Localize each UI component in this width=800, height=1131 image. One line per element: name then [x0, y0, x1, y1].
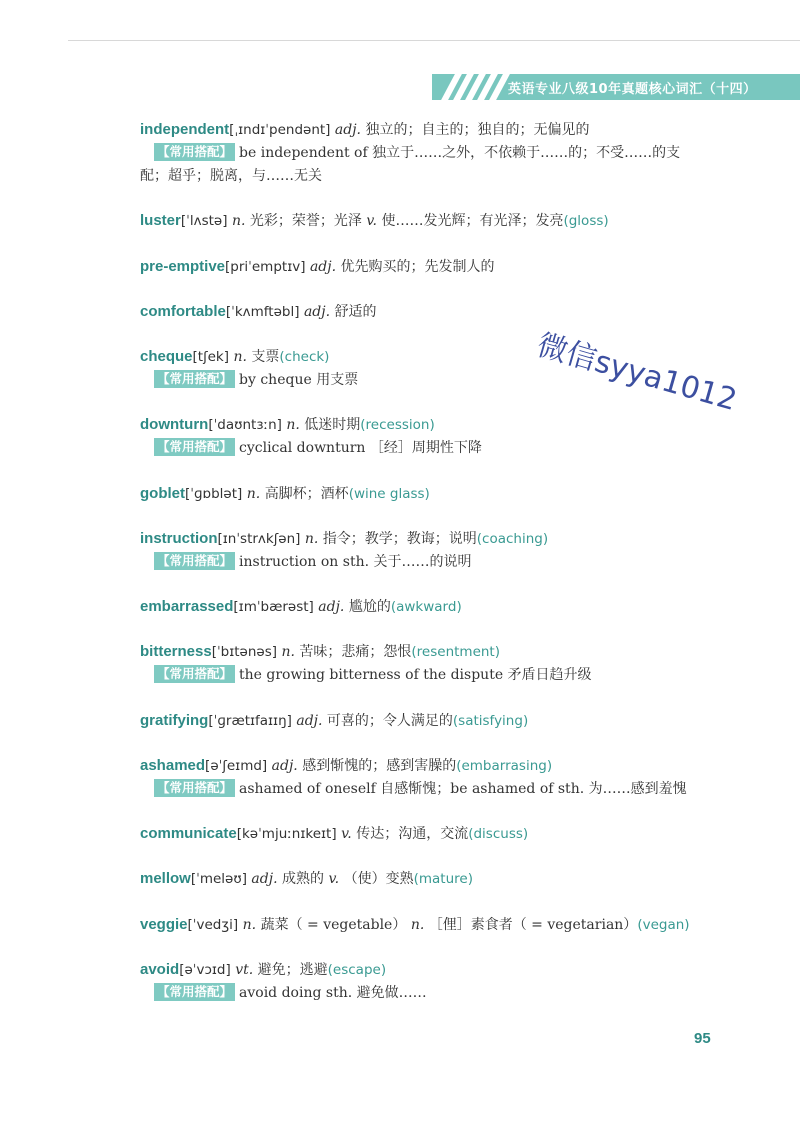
synonym: (discuss) — [468, 826, 529, 842]
part-of-speech: adj. — [318, 599, 345, 615]
entry-main-line — [140, 871, 473, 887]
definition: 传达；沟通，交流 — [356, 826, 469, 842]
vocab-entry — [140, 118, 740, 188]
definition-2: （使）变熟 — [343, 871, 414, 887]
vocab-entry — [140, 709, 740, 733]
entry-main-line — [140, 917, 690, 933]
entry-main-line — [140, 644, 500, 660]
collocation-text: ashamed of oneself 自感惭愧；be ashamed of sth. 为……感到羞愧 — [239, 781, 687, 797]
entry-main-line — [140, 259, 495, 275]
part-of-speech: n. — [286, 417, 300, 433]
entry-main-line — [140, 962, 386, 978]
part-of-speech: adj. — [303, 304, 331, 320]
synonym: (mature) — [413, 871, 473, 887]
collocation-line — [140, 664, 740, 687]
page-number: 95 — [694, 1030, 711, 1047]
part-of-speech: adj. — [334, 122, 362, 138]
part-of-speech: adj. — [309, 259, 337, 275]
phonetic: [əˈvɔɪd] — [179, 962, 231, 978]
part-of-speech: adj. — [296, 713, 323, 729]
chapter-banner — [432, 74, 800, 100]
definition: 高脚杯；酒杯 — [264, 486, 349, 502]
chapter-title: 英语专业八级10年真题核心词汇（十四） — [508, 82, 757, 97]
entry-main-line — [140, 213, 609, 229]
entry-main-line — [140, 826, 528, 842]
headword: gratifying — [140, 712, 209, 729]
synonym: (check) — [279, 349, 330, 365]
collocation-text-cont: 配；超乎；脱离，与……无关 — [140, 168, 322, 184]
part-of-speech: n. — [246, 486, 261, 502]
headword: pre-emptive — [140, 258, 226, 275]
part-of-speech: adj. — [251, 871, 278, 887]
definition: 独立的；自主的；独自的；无偏见的 — [365, 122, 590, 138]
collocation-line — [140, 142, 740, 165]
synonym: (satisfying) — [452, 713, 529, 729]
definition-2: ［俚］素食者（ = vegetarian） — [428, 917, 638, 933]
headword: goblet — [140, 485, 185, 502]
vocab-entry — [140, 640, 740, 687]
collocation-text: cyclical downturn ［经］周期性下降 — [239, 440, 482, 456]
vocab-entry — [140, 595, 740, 619]
headword: bitterness — [140, 643, 212, 660]
phonetic: [ˌɪndɪˈpendənt] — [229, 122, 331, 138]
vocab-entry — [140, 482, 740, 506]
entry-main-line — [140, 713, 528, 729]
entry-main-line — [140, 599, 462, 615]
collocation-tag: 【常用搭配】 — [154, 438, 235, 456]
collocation-tag: 【常用搭配】 — [154, 552, 235, 570]
vocab-entry — [140, 822, 740, 846]
synonym: (recession) — [360, 417, 435, 433]
phonetic: [ˈkʌmftəbl] — [225, 304, 300, 320]
definition: 低迷时期 — [304, 417, 361, 433]
headword: cheque — [140, 348, 193, 365]
part-of-speech: n. — [304, 531, 319, 547]
phonetic: [ɪmˈbærəst] — [233, 599, 314, 615]
definition: 光彩；荣誉；光泽 — [249, 213, 362, 229]
phonetic: [kəˈmjuːnɪkeɪt] — [236, 826, 337, 842]
collocation-line — [140, 982, 740, 1005]
collocation-text: the growing bitterness of the dispute 矛盾日趋升级 — [239, 667, 592, 683]
definition: 支票 — [251, 349, 280, 365]
collocation-tag: 【常用搭配】 — [154, 665, 235, 683]
headword: mellow — [140, 870, 191, 887]
collocation-tag: 【常用搭配】 — [154, 983, 235, 1001]
definition: 尴尬的 — [348, 599, 391, 615]
collocation-text: by cheque 用支票 — [239, 372, 359, 388]
definition: 舒适的 — [334, 304, 377, 320]
vocab-entry — [140, 867, 740, 891]
headword: ashamed — [140, 757, 206, 774]
part-of-speech: n. — [233, 349, 247, 365]
entry-main-line — [140, 417, 435, 433]
entry-main-line — [140, 486, 430, 502]
collocation-line — [140, 437, 740, 460]
entry-main-line — [140, 349, 329, 365]
headword: downturn — [140, 416, 209, 433]
phonetic: [ˈdaʊntɜːn] — [208, 417, 282, 433]
collocation-line — [140, 551, 740, 574]
headword: comfortable — [140, 303, 226, 320]
phonetic: [ˈvedʒi] — [187, 917, 239, 933]
vocab-entry — [140, 209, 740, 233]
synonym: (embarrasing) — [456, 758, 553, 774]
headword: veggie — [140, 916, 188, 933]
part-of-speech: v. — [341, 826, 352, 842]
synonym: (wine glass) — [348, 486, 430, 502]
synonym: (resentment) — [411, 644, 500, 660]
collocation-line — [140, 778, 740, 801]
part-of-speech: n. — [242, 917, 257, 933]
collocation-tag: 【常用搭配】 — [154, 370, 235, 388]
definition: 避免；逃避 — [257, 962, 328, 978]
phonetic: [ˈmeləʊ] — [190, 871, 247, 887]
part-of-speech-2: n. — [410, 917, 425, 933]
vocab-entry — [140, 527, 740, 574]
headword: communicate — [140, 825, 237, 842]
collocation-text: avoid doing sth. 避免做…… — [239, 985, 427, 1001]
part-of-speech-2: v. — [328, 871, 340, 887]
collocation-continuation — [140, 165, 740, 188]
phonetic: [tʃek] — [192, 349, 230, 365]
part-of-speech: n. — [231, 213, 246, 229]
vocab-entry — [140, 255, 740, 279]
entry-main-line — [140, 122, 589, 138]
synonym: (vegan) — [637, 917, 690, 933]
definition: 蔬菜（ = vegetable） — [260, 917, 407, 933]
top-rule — [68, 40, 800, 41]
phonetic: [ˈɡɒblət] — [185, 486, 243, 502]
vocab-entry — [140, 913, 740, 937]
headword: instruction — [140, 530, 218, 547]
definition: 优先购买的；先发制人的 — [340, 259, 495, 275]
headword: luster — [140, 212, 181, 229]
vocab-entry — [140, 300, 740, 324]
synonym: (gloss) — [563, 213, 609, 229]
headword: embarrassed — [140, 598, 234, 615]
phonetic: [ɪnˈstrʌkʃən] — [217, 531, 301, 547]
phonetic: [ˈɡrætɪfaɪɪŋ] — [208, 713, 292, 729]
vocab-entry — [140, 754, 740, 801]
entry-main-line — [140, 758, 552, 774]
banner-stripes-decoration — [442, 74, 504, 100]
collocation-tag: 【常用搭配】 — [154, 779, 235, 797]
phonetic: [ˈbɪtənəs] — [211, 644, 278, 660]
collocation-text: be independent of 独立于……之外，不依赖于……的；不受……的支 — [239, 145, 681, 161]
part-of-speech-2: v. — [366, 213, 378, 229]
definition: 成熟的 — [281, 871, 324, 887]
phonetic: [priˈemptɪv] — [225, 259, 306, 275]
collocation-text: instruction on sth. 关于……的说明 — [239, 554, 472, 570]
headword: independent — [140, 121, 230, 138]
watermark: 微信syya1012 — [533, 327, 741, 419]
phonetic: [əˈʃeɪmd] — [205, 758, 268, 774]
synonym: (awkward) — [390, 599, 462, 615]
entry-main-line — [140, 531, 548, 547]
definition: 苦味；悲痛；怨恨 — [299, 644, 412, 660]
part-of-speech: vt. — [235, 962, 254, 978]
headword: avoid — [140, 961, 180, 978]
definition: 可喜的；令人满足的 — [326, 713, 453, 729]
entry-main-line — [140, 304, 377, 320]
definition: 指令；教学；教诲；说明 — [322, 531, 477, 547]
phonetic: [ˈlʌstə] — [180, 213, 228, 229]
vocab-entry — [140, 413, 740, 460]
collocation-tag: 【常用搭配】 — [154, 143, 235, 161]
definition: 感到惭愧的；感到害臊的 — [302, 758, 457, 774]
definition-2: 使……发光辉；有光泽；发亮 — [381, 213, 564, 229]
part-of-speech: adj. — [271, 758, 298, 774]
synonym: (coaching) — [476, 531, 549, 547]
vocab-entry — [140, 958, 740, 1005]
synonym: (escape) — [327, 962, 387, 978]
part-of-speech: n. — [281, 644, 295, 660]
